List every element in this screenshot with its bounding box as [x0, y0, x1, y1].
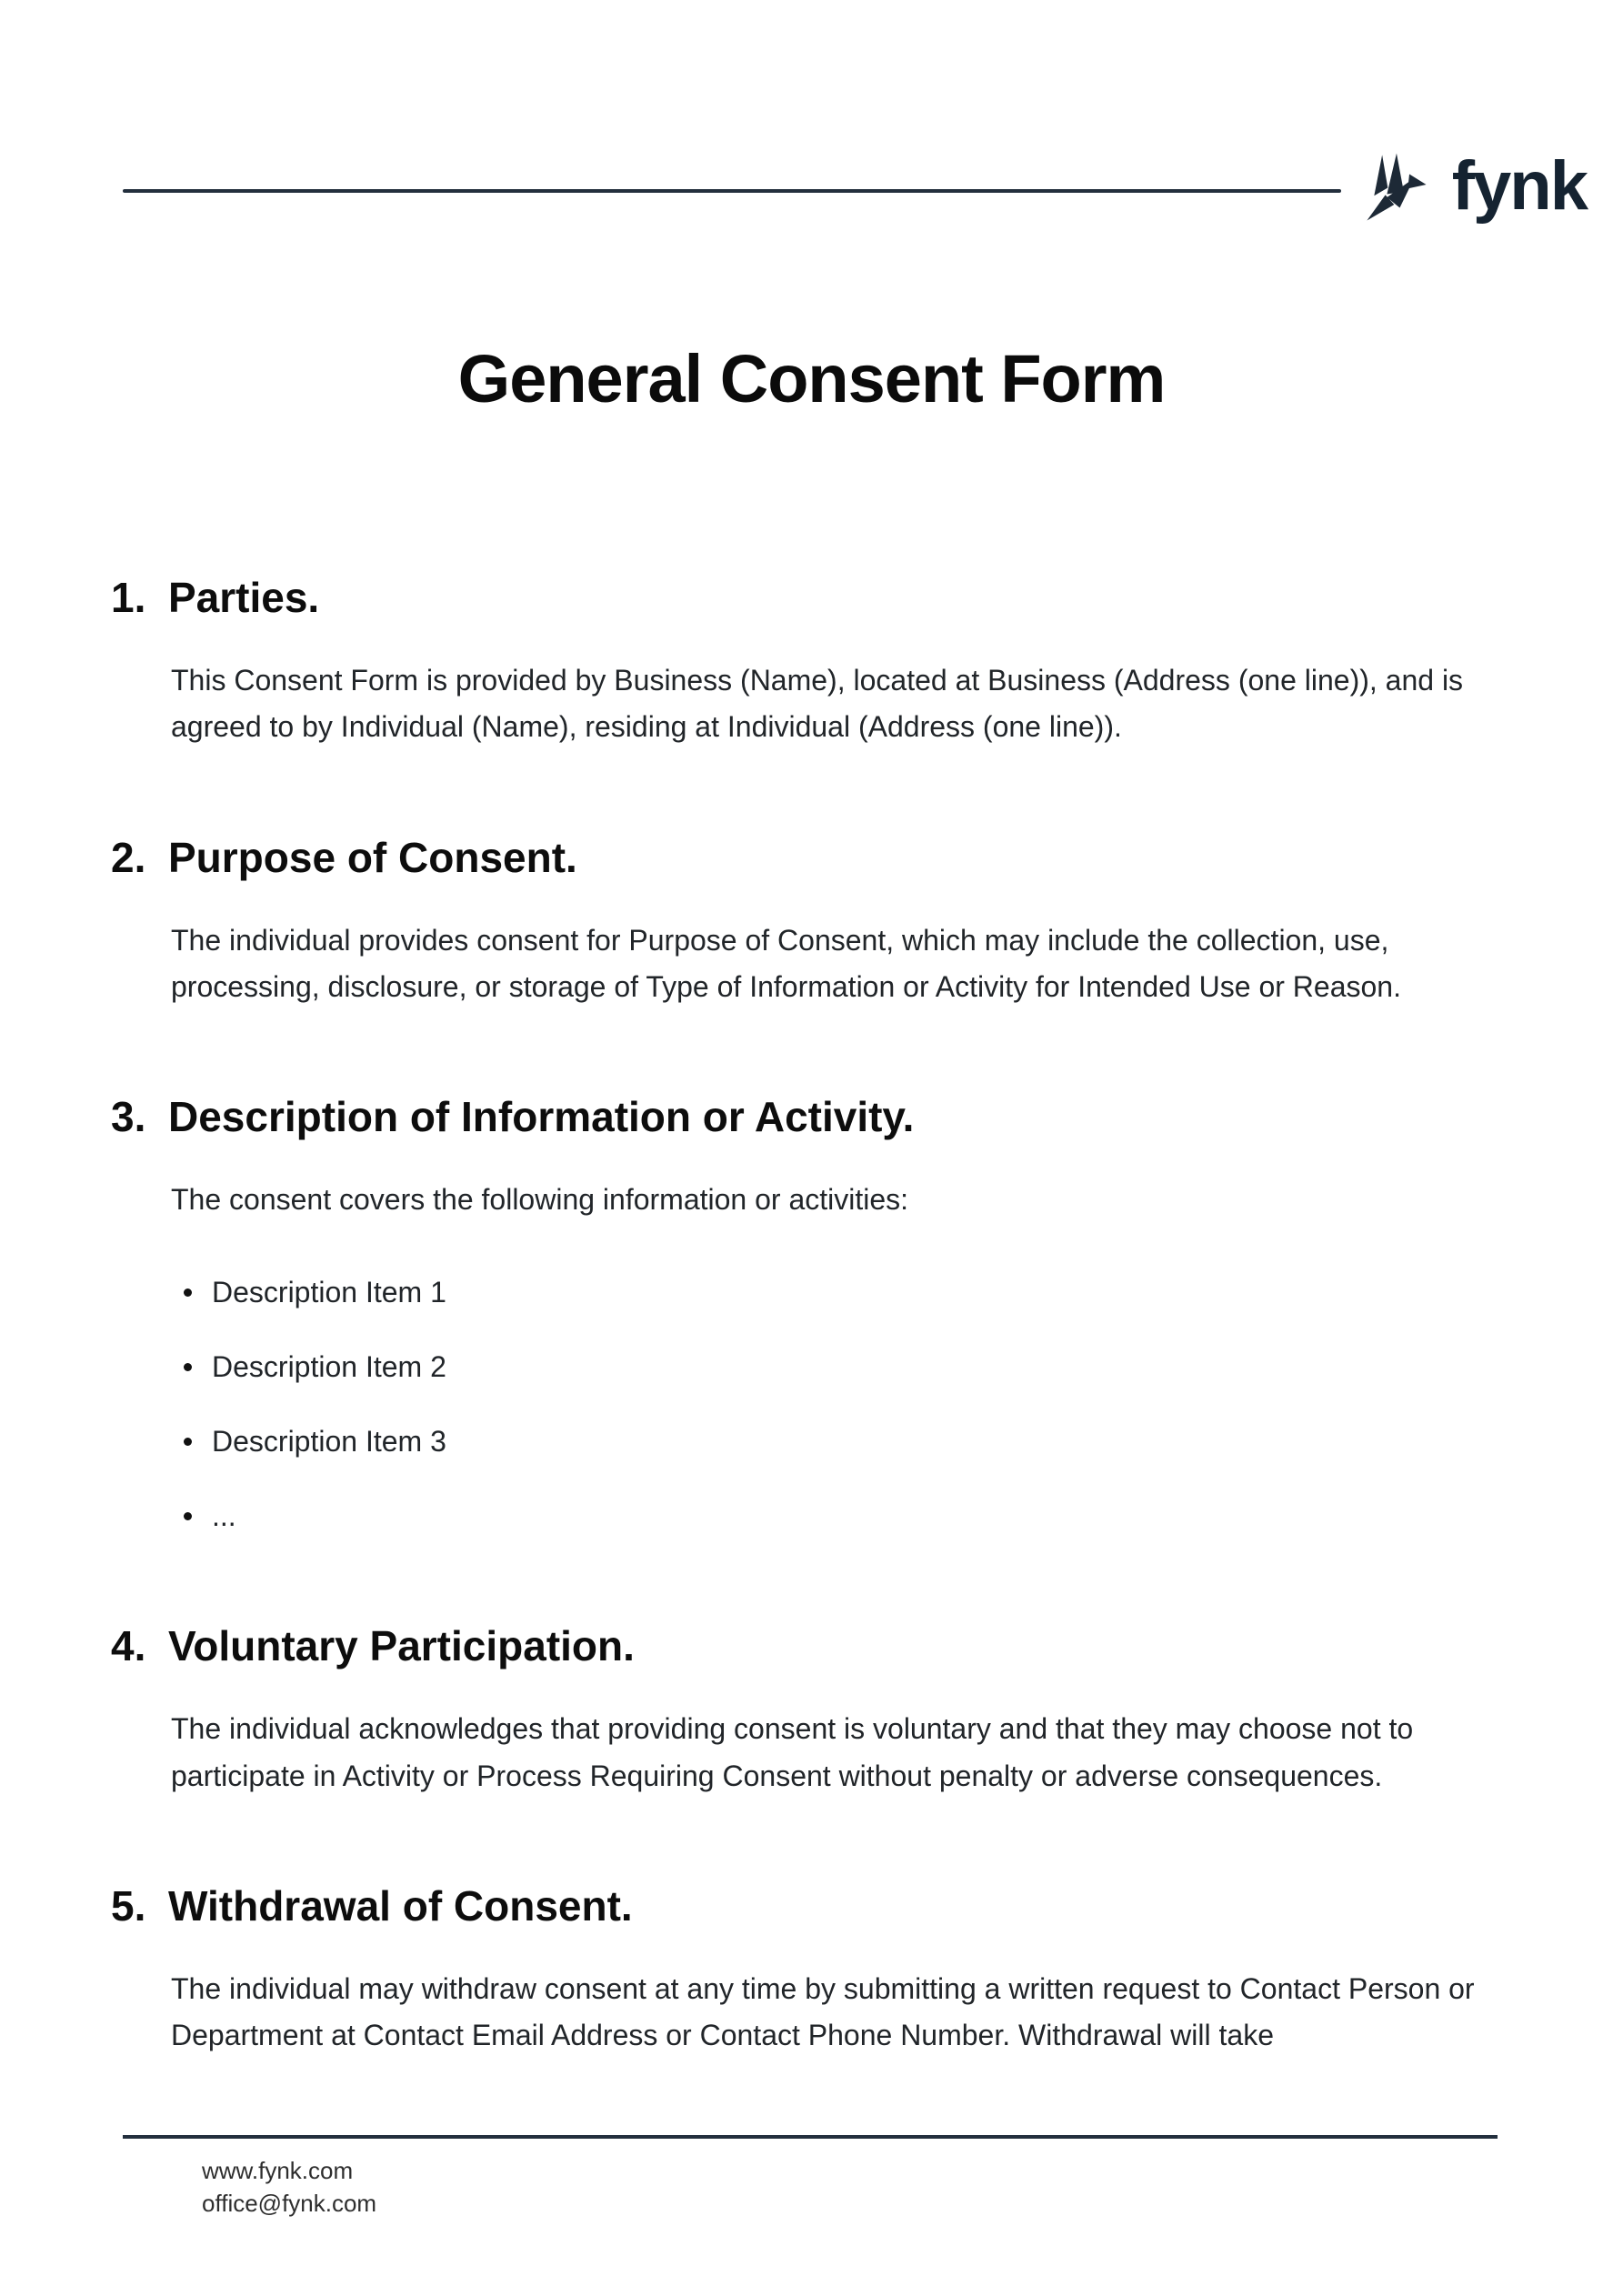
paragraph: This Consent Form is provided by Business (Name), located at Business (Address (one line)), and is agreed to by Individual (Name), residing at Individual (Address (one line)). [171, 664, 1464, 744]
footer-website: www.fynk.com [202, 2157, 354, 2184]
section-heading-description [111, 1092, 1498, 1142]
section-number: 1. [111, 574, 146, 621]
header-divider [123, 189, 1341, 193]
section-body-purpose [171, 917, 1498, 1010]
section-number: 4. [111, 1622, 146, 1670]
section-heading-parties [111, 573, 1498, 623]
section-body-description [171, 1177, 1498, 1223]
document-title: General Consent Form [457, 341, 1166, 416]
list-item: ... [182, 1493, 1437, 1539]
section-heading-purpose [111, 833, 1498, 883]
section-title: Withdrawal of Consent. [168, 1881, 633, 1930]
section-body-voluntary [171, 1706, 1498, 1799]
section-number: 2. [111, 833, 146, 881]
paragraph: The individual may withdraw consent at any time by submitting a written request to Contact Person or Department at Contact Email Address or Contact Phone Number. Withdrawal will take [171, 1972, 1475, 2052]
section-body-parties [171, 657, 1498, 750]
section-title: Parties. [168, 574, 320, 621]
list-item: Description Item 3 [182, 1419, 1437, 1465]
section-title: Description of Information or Activity. [168, 1093, 915, 1141]
section-number: 3. [111, 1093, 146, 1141]
fynk-logo [1363, 147, 1587, 235]
section-body-withdrawal [171, 1966, 1498, 2059]
list-item: Description Item 1 [182, 1269, 1437, 1316]
description-items-list [182, 1269, 1437, 1540]
list-item: Description Item 2 [182, 1344, 1437, 1390]
origami-bird-icon [1363, 147, 1443, 235]
fynk-wordmark: fynk [1451, 147, 1587, 225]
section-number: 5. [111, 1881, 146, 1930]
section-title: Purpose of Consent. [168, 833, 577, 881]
paragraph: The consent covers the following information or activities: [171, 1183, 909, 1217]
paragraph: The individual provides consent for Purpose of Consent, which may include the collection, use, processing, disclosure, or storage of Type of Information or Activity for Intended Use or Reason. [171, 923, 1401, 1003]
document-body [111, 573, 1498, 2059]
footer-email: office@fynk.com [202, 2189, 377, 2217]
section-heading-withdrawal [111, 1881, 1498, 1931]
section-heading-voluntary [111, 1621, 1498, 1671]
section-title: Voluntary Participation. [168, 1622, 635, 1670]
page-header [123, 147, 1587, 235]
page-footer [123, 2135, 1498, 2221]
paragraph: The individual acknowledges that providing consent is voluntary and that they may choose not to participate in Activity or Process Requiring Consent without penalty or adverse consequences. [171, 1712, 1414, 1792]
